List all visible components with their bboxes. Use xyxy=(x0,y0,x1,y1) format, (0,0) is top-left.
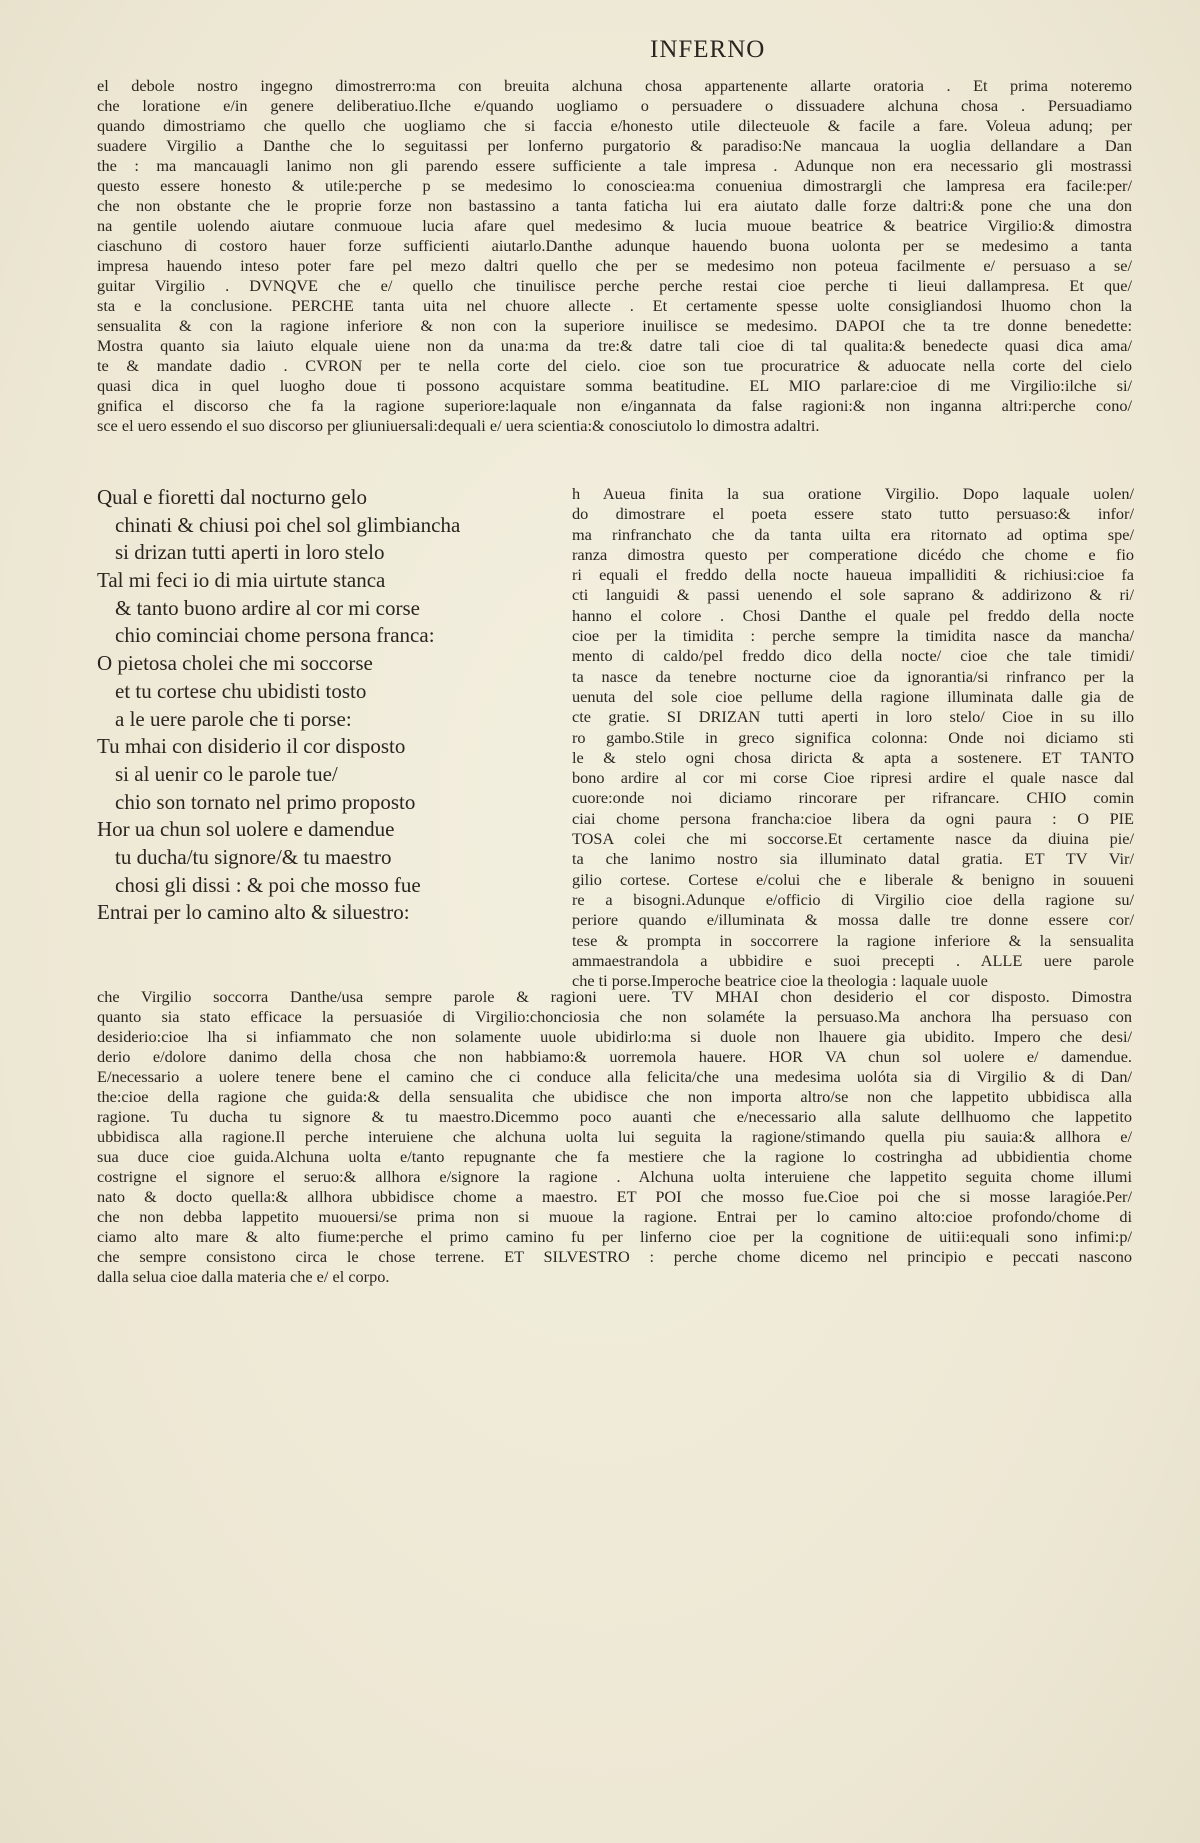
commentary-line: hanno el colore . Chosi Danthe el quale pel freddo della nocte xyxy=(572,605,1134,625)
commentary-line: ubbidisca alla ragione.Il perche interuiene che alchuna uolta lui seguita la ragione/stimando quella piu sauia:& allhora e/ xyxy=(97,1127,1132,1146)
verse-line: chosi gli dissi : & poi che mosso fue xyxy=(115,872,421,897)
commentary-line: ragione. Tu ducha tu signore & tu maestro.Dicemmo poco auanti che e/necessario alla salute dellhuomo che lappetito xyxy=(97,1107,1132,1126)
commentary-line: cioe per la timidita : perche sempre la timidita nasce da mancha/ xyxy=(572,626,1134,646)
commentary-line: suadere Virgilio a Danthe che lo seguitassi per lonferno purgatorio & paradiso:Ne mancaua la uoglia dellandare a Dan xyxy=(97,136,1132,155)
commentary-line: che ti porse.Imperoche beatrice cioe la theologia : laquale uuole xyxy=(572,971,988,991)
commentary-line: desiderio:cioe lha si infiammato che non solamente uuole ubidirlo:ma si duole non lhauere gia ubidito. Impero che desi/ xyxy=(97,1027,1132,1046)
commentary-line: el debole nostro ingegno dimostrerro:ma con breuita alchuna chosa appartenente allarte oratoria . Et prima noteremo xyxy=(97,76,1132,95)
verse-block xyxy=(97,484,497,927)
commentary-line: questo essere honesto & utile:perche p se medesimo lo conosciea:ma conueniua dimostrargli che lampresa era facile:per/ xyxy=(97,176,1132,195)
commentary-line: che sempre consistono circa le chose terrene. ET SILVESTRO : perche chome dicemo nel principio e peccati nascono xyxy=(97,1247,1132,1266)
commentary-line: che non obstante che le proprie forze non bastassino a tanta faticha lui era aiutato dalle forze daltri:& pone che una don xyxy=(97,196,1132,215)
verse-line: Entrai per lo camino alto & siluestro: xyxy=(97,900,410,925)
bottom-commentary xyxy=(97,987,1132,1287)
commentary-line: derio e/dolore danimo della chosa che non habbiamo:& uorremola hauere. HOR VA chun sol uolere e/ damendue. xyxy=(97,1047,1132,1066)
commentary-line: sua duce cioe guida.Alchuna uolta e/tanto repugnante che fa mestiere che la ragione lo costringha ad ubbidientia chome xyxy=(97,1147,1132,1166)
commentary-line: na gentile uolendo aiutare conmuoue lucia afare quel medesimo & lucia muoue beatrice & beatrice Virgilio:& dimostra xyxy=(97,216,1132,235)
commentary-line: periore quando e/illuminata & mossa dalle tre donne essere cor/ xyxy=(572,910,1134,930)
commentary-line: cuore:onde noi diciamo rincorare per rifrancare. CHIO comin xyxy=(572,788,1134,808)
commentary-line: h Aueua finita la sua oratione Virgilio. Dopo laquale uolen/ xyxy=(572,484,1134,503)
commentary-line: uenuta del sole cioe pellume della ragione illuminata dalle gia de xyxy=(572,686,1134,706)
commentary-line: guitar Virgilio . DVNQVE che e/ quello che tinuilisce perche perche restai cioe perche ti lieui dallampresa. Et que/ xyxy=(97,276,1132,295)
commentary-line: E/necessario a uolere tenere bene el camino che ci conduce alla felicita/che una medesima uolóta sia di Virgilio & di Dan/ xyxy=(97,1067,1132,1086)
commentary-line: che non debba lappetito muouersi/se prima non si muoue la ragione. Entrai per lo camino alto:cioe profondo/chome di xyxy=(97,1207,1132,1226)
commentary-line: ro gambo.Stile in greco significa colonna: Onde noi diciamo sti xyxy=(572,727,1134,747)
commentary-line: ta nasce da tenebre nocturne cioe da ignorantia/si rinfranco per la xyxy=(572,666,1134,686)
commentary-line: gilio cortese. Cortese e/colui che e liberale & benigno in souueni xyxy=(572,869,1134,889)
commentary-line: do dimostrare el poeta essere stato tutto persuaso:& infor/ xyxy=(572,504,1134,524)
verse-line: & tanto buono ardire al cor mi corse xyxy=(115,595,420,620)
verse-line: si drizan tutti aperti in loro stelo xyxy=(115,540,385,565)
verse-line: Tal mi feci io di mia uirtute stanca xyxy=(97,568,386,593)
verse-line: chio cominciai chome persona franca: xyxy=(115,623,435,648)
commentary-line: Mostra quanto sia laiuto elquale uiene non da una:ma da tre:& datre tali cioe di tal qualita:& benedecte quasi dica ama/ xyxy=(97,336,1132,355)
verse-line: Tu mhai con disiderio il cor disposto xyxy=(97,734,406,759)
commentary-line: the:cioe della ragione che guida:& della sensualita che ubidisce che non importa altro/se non che lappetito ubbidisca alla xyxy=(97,1087,1132,1106)
commentary-line: ri equali el freddo della nocte haueua impalliditi & richiusi:cioe fa xyxy=(572,565,1134,585)
commentary-line: te & mandate dadio . CVRON per te nella corte del cielo. cioe son tue procuratrice & aduocate nella corte del cielo xyxy=(97,356,1132,375)
commentary-line: cti languidi & passi uenendo el sole saprano & addirizono & ri/ xyxy=(572,585,1134,605)
commentary-line: bono ardire al cor mi corse Cioe ripresi ardire el quale nasce dal xyxy=(572,768,1134,788)
commentary-line: re a bisogni.Adunque e/officio di Virgilio cioe della ragione su/ xyxy=(572,889,1134,909)
verse-line: O pietosa cholei che mi soccorse xyxy=(97,651,373,676)
commentary-line: quando dimostriamo che quello che uogliamo che si faccia e/honesto utile dilecteuole & facile a fare. Voleua adunq; per xyxy=(97,116,1132,135)
commentary-line: sce el uero essendo el suo discorso per gliuniuersali:dequali e/ uera scientia:& conosciutolo lo dimostra adaltri. xyxy=(97,416,820,435)
verse-line: Qual e fioretti dal nocturno gelo xyxy=(97,485,367,509)
commentary-line: quanto sia stato efficace la persuasióe di Virgilio:chonciosia che non solaméte la persuaso.Ma anchora lha persuaso con xyxy=(97,1007,1132,1026)
commentary-line: tese & prompta in soccorrere la ragione inferiore & la sensualita xyxy=(572,930,1134,950)
commentary-line: le & stelo ogni chosa diricta & apta a sostenere. ET TANTO xyxy=(572,747,1134,767)
commentary-line: cte gratie. SI DRIZAN tutti aperti in loro stelo/ Cioe in su illo xyxy=(572,707,1134,727)
running-head: INFERNO xyxy=(650,36,766,63)
verse-line: et tu cortese chu ubidisti tosto xyxy=(115,678,367,703)
commentary-line: ranza dimostra questo per comperatione dicédo che chome e fio xyxy=(572,544,1134,564)
commentary-line: sensualita & con la ragione inferiore & non con la superiore inuilisce se medesimo. DAPOI che ta tre donne benedette: xyxy=(97,316,1132,335)
commentary-line: ciaschuno di costoro hauer forze sufficienti aiutarlo.Danthe adunque hauendo buona uolonta per se medesimo a tanta xyxy=(97,236,1132,255)
commentary-line: sta e la conclusione. PERCHE tanta uita nel chuore allecte . Et certamente spesse uolte consigliandosi lhuomo chon la xyxy=(97,296,1132,315)
commentary-line: impresa hauendo inteso poter fare pel mezo daltri quello che per se medesimo non poteua facilmente e/ persuaso a se/ xyxy=(97,256,1132,275)
commentary-line: ma rinfranchato che da tanta uilta era ritornato ad optima spe/ xyxy=(572,524,1134,544)
verse-line: tu ducha/tu signore/& tu maestro xyxy=(115,844,392,869)
commentary-line: quasi dica in quel luogho doue ti possono acquistare somma beatitudine. EL MIO parlare:cioe di me Virgilio:ilche si/ xyxy=(97,376,1132,395)
commentary-line: TOSA colei che mi soccorse.Et certamente nasce da diuina pie/ xyxy=(572,829,1134,849)
top-commentary xyxy=(97,76,1132,436)
commentary-line: ciamo alto mare & alto fiume:perche el primo camino fu per linferno cioe per la cognitione de uitii:equali sono infimi:p/ xyxy=(97,1227,1132,1246)
right-commentary xyxy=(572,484,1134,991)
verse-line: Hor ua chun sol uolere e damendue xyxy=(97,817,395,842)
commentary-line: mento di caldo/pel freddo dico della nocte/ cioe che tale timidi/ xyxy=(572,646,1134,666)
commentary-line: costrigne el signore el seruo:& allhora e/signore la ragione . Alchuna uolta interuiene che lappetito seguita chome illumi xyxy=(97,1167,1132,1186)
verse-line: chinati & chiusi poi chel sol glimbiancha xyxy=(115,512,461,537)
commentary-line: che loratione e/in genere deliberatiuo.Ilche e/quando uogliamo o persuadere o dissuadere alchuna chosa . Persuadiamo xyxy=(97,96,1132,115)
commentary-line: ta che lanimo nostro sia illuminato datal gratia. ET TV Vir/ xyxy=(572,849,1134,869)
commentary-line: nato & docto quella:& allhora ubbidisce chome a maestro. ET POI che mosso fue.Cioe poi che si mosse laragióe.Per/ xyxy=(97,1187,1132,1206)
commentary-line: gnifica el discorso che fa la ragione superiore:laquale non e/ingannata da false ragioni:& non inganna altri:perche cono/ xyxy=(97,396,1132,415)
commentary-line: ammaestrandola a ubbidire e suoi precepti . ALLE uere parole xyxy=(572,950,1134,970)
commentary-line: dalla selua cioe dalla materia che e/ el corpo. xyxy=(97,1267,390,1286)
verse-line: a le uere parole che ti porse: xyxy=(115,706,352,731)
verse-line: chio son tornato nel primo proposto xyxy=(115,789,416,814)
commentary-line: che Virgilio soccorra Danthe/usa sempre parole & ragioni uere. TV MHAI chon desiderio el cor disposto. Dimostra xyxy=(97,987,1132,1006)
commentary-line: the : ma mancauagli lanimo non gli parendo essere sufficiente a tale impresa . Adunque non era necessario gli mostrassi xyxy=(97,156,1132,175)
verse-line: si al uenir co le parole tue/ xyxy=(115,761,338,786)
commentary-line: ciai chome persona francha:cioe libera da ogni paura : O PIE xyxy=(572,808,1134,828)
